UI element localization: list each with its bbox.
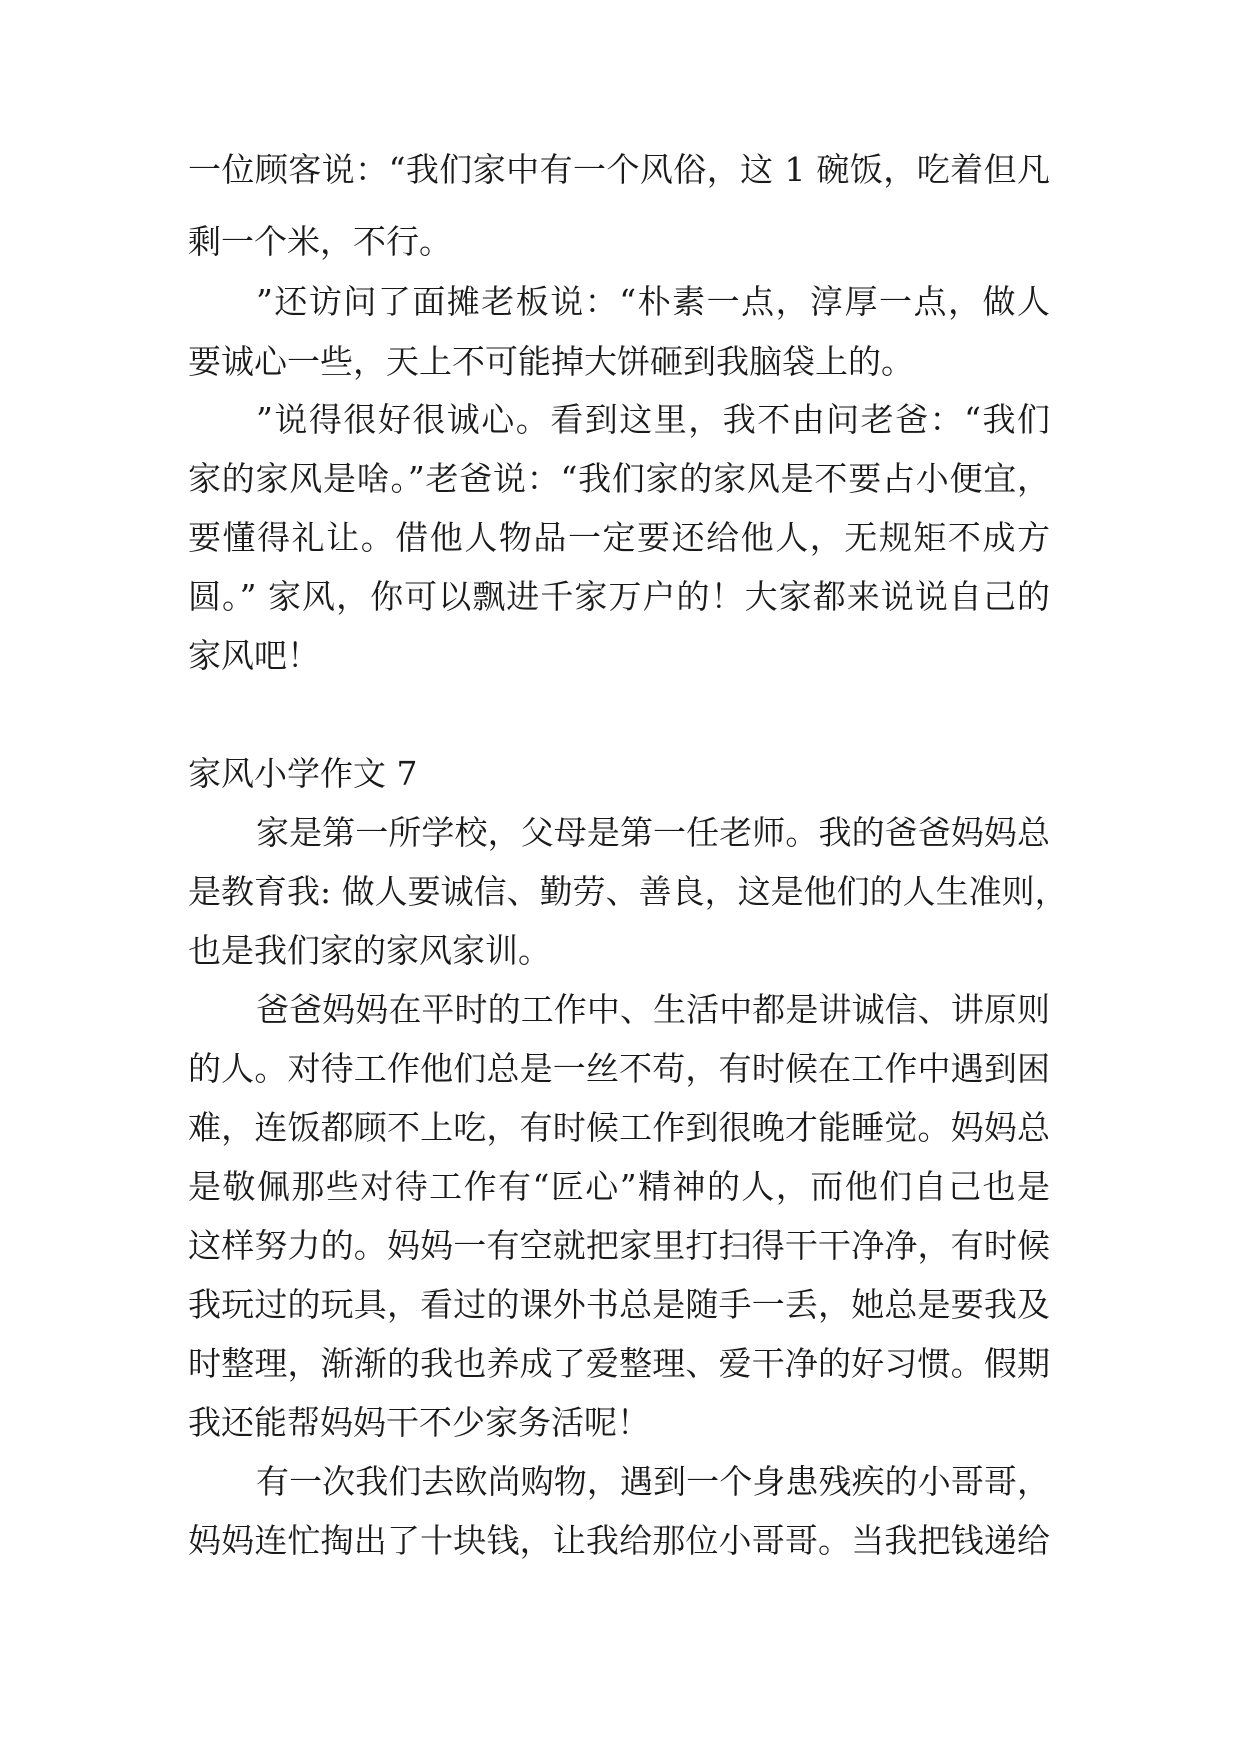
text-line: 妈妈连忙掏出了十块钱，让我给那位小哥哥。当我把钱递给: [188, 1521, 1050, 1560]
text-line: 的人。对待工作他们总是一丝不苟，有时候在工作中遇到困: [188, 1049, 1050, 1088]
text-line: 是教育我: 做人要诚信、勤劳、善良，这是他们的人生准则，: [188, 872, 1068, 911]
text-line: 我玩过的玩具，看过的课外书总是随手一丢，她总是要我及: [188, 1285, 1050, 1324]
text-line: 难，连饭都顾不上吃，有时候工作到很晚才能睡觉。妈妈总: [188, 1108, 1050, 1147]
text-line: 一位顾客说：“我们家中有一个风俗，这 1 碗饭，吃着但凡: [188, 150, 1050, 189]
text-line: ”说得很好很诚心。看到这里，我不由问老爸：“我们: [256, 400, 1050, 439]
text-line: 也是我们家的家风家训。: [188, 931, 551, 970]
text-line: 爸爸妈妈在平时的工作中、生活中都是讲诚信、讲原则: [256, 990, 1050, 1029]
text-line: 要懂得礼让。借他人物品一定要还给他人，无规矩不成方: [188, 518, 1050, 557]
text-line: 圆。” 家风，你可以飘进千家万户的！大家都来说说自己的: [188, 577, 1050, 616]
text-line: 时整理，渐渐的我也养成了爱整理、爱干净的好习惯。假期: [188, 1344, 1050, 1383]
text-line: 要诚心一些，天上不可能掉大饼砸到我脑袋上的。: [188, 342, 914, 381]
section-heading: 家风小学作文 7: [188, 754, 418, 793]
text-line: 这样努力的。妈妈一有空就把家里打扫得干干净净，有时候: [188, 1226, 1050, 1265]
text-line: 家是第一所学校，父母是第一任老师。我的爸爸妈妈总: [256, 813, 1050, 852]
text-line: 家的家风是啥。”老爸说：“我们家的家风是不要占小便宜，: [188, 459, 1050, 498]
text-line: 我还能帮妈妈干不少家务活呢！: [188, 1403, 650, 1442]
text-line: ”还访问了面摊老板说：“朴素一点，淳厚一点，做人: [256, 282, 1050, 321]
text-line: 有一次我们去欧尚购物，遇到一个身患残疾的小哥哥，: [256, 1462, 1050, 1501]
text-line: 家风吧！: [188, 636, 320, 675]
text-line: 是敬佩那些对待工作有“匠心”精神的人，而他们自己也是: [188, 1167, 1050, 1206]
text-line: 剩一个米，不行。: [188, 222, 452, 261]
